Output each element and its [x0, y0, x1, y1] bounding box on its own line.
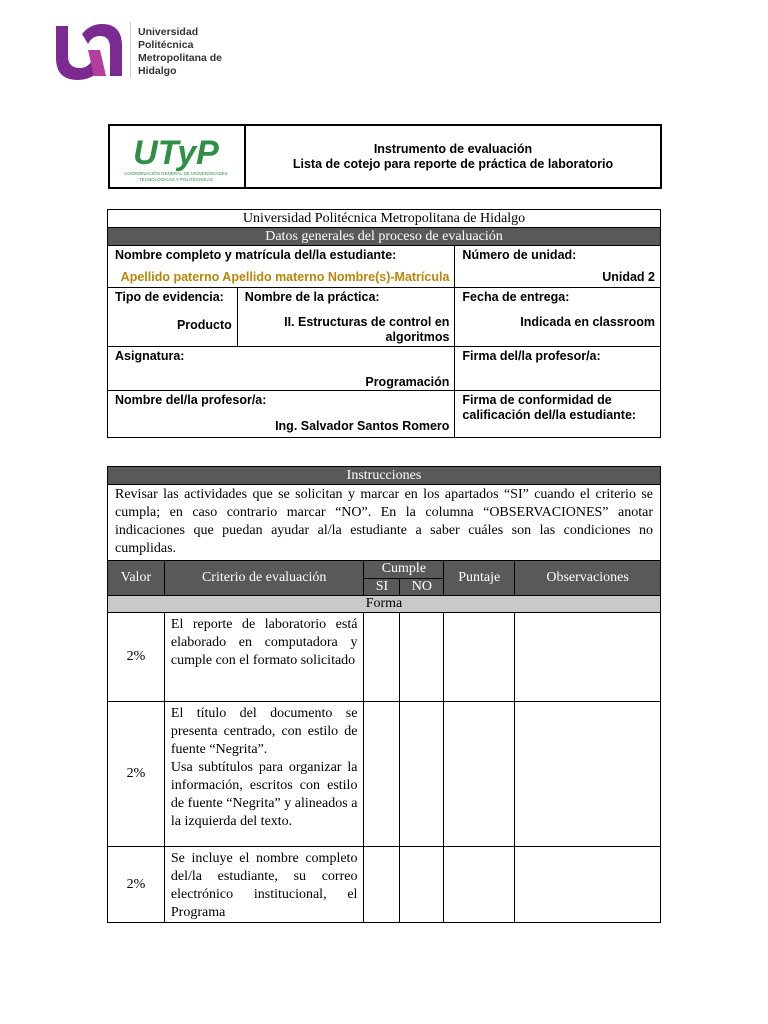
practice-label: Nombre de la práctica:: [244, 290, 380, 304]
logo-divider: [130, 22, 131, 78]
unit-value: Unidad 2: [602, 270, 655, 284]
col-valor: Valor: [108, 561, 165, 596]
student-label: Nombre completo y matrícula del/la estudiante:: [115, 248, 397, 262]
subject-cell: [108, 347, 455, 391]
row-2-si[interactable]: [364, 702, 400, 847]
row-1-puntaje[interactable]: [444, 613, 515, 702]
utp-logo-icon: [110, 126, 244, 187]
row-3-observaciones[interactable]: [515, 847, 661, 923]
teacher-label: Nombre del/la profesor/a:: [115, 393, 267, 407]
evidence-cell: [108, 288, 238, 347]
upmh-logo-mark-icon: [52, 20, 126, 80]
student-value: Apellido paterno Apellido materno Nombre(s)-Matrícula: [120, 270, 450, 284]
university-logo: [52, 20, 242, 84]
instructions-title: Instrucciones: [108, 467, 661, 485]
svg-text:COORDINACIÓN GENERAL DE UNIVER: COORDINACIÓN GENERAL DE UNIVERSIDADES: [124, 171, 228, 176]
col-si: SI: [364, 578, 400, 596]
evaluation-table: [107, 466, 661, 923]
conformity-label: Firma de conformidad de calificación del/la estudiante:: [462, 393, 637, 422]
logo-line-2: Politécnica: [138, 39, 194, 51]
row-2-valor: 2%: [108, 702, 165, 847]
practice-cell: [237, 288, 455, 347]
subject-label: Asignatura:: [115, 349, 185, 363]
evidence-value: Producto: [176, 318, 232, 332]
row-3-valor: 2%: [108, 847, 165, 923]
col-cumple: Cumple: [364, 561, 444, 579]
unit-label: Número de unidad:: [462, 248, 577, 262]
col-observaciones: Observaciones: [515, 561, 661, 596]
table-row: [108, 702, 661, 847]
conformity-cell: [455, 391, 661, 438]
svg-text:TECNOLÓGICAS Y POLITÉCNICAS: TECNOLÓGICAS Y POLITÉCNICAS: [138, 177, 214, 182]
instrument-title: [246, 126, 660, 187]
date-cell: [455, 288, 661, 347]
subject-value: Programación: [365, 375, 450, 389]
row-2-criterio-a: El título del documento se presenta centrado, con estilo de fuente “Negrita”.: [170, 706, 358, 757]
row-1-criterio: El reporte de laboratorio está elaborado en computadora y cumple con el formato solicitado: [164, 613, 364, 702]
section-forma: Forma: [108, 596, 661, 613]
row-2-criterio: [164, 702, 364, 847]
logo-line-3: Metropolitana de: [138, 52, 223, 64]
logo-line-1: Universidad: [138, 26, 199, 38]
utp-logo: [110, 126, 246, 187]
instructions-text: Revisar las actividades que se solicitan y marcar en los apartados “SI” cuando el criterio se cumpla; en caso contrario marcar “NO”. En la columna “OBSERVACIONES” anotar indicaciones que puedan ayudar al/la estudiante a saber cuáles son las condiciones no cumplidas.: [108, 485, 661, 561]
date-label: Fecha de entrega:: [462, 290, 570, 304]
row-1-si[interactable]: [364, 613, 400, 702]
teacher-cell: [108, 391, 455, 438]
signature-cell: [455, 347, 661, 391]
row-2-puntaje[interactable]: [444, 702, 515, 847]
row-2-criterio-b: Usa subtítulos para organizar la información, escritos con estilo de fuente “Negrita” y alineados a la izquierda del texto.: [170, 760, 358, 829]
practice-value: II. Estructuras de control en algoritmos: [284, 315, 450, 344]
title-line-1: Instrumento de evaluación: [373, 141, 533, 156]
row-1-observaciones[interactable]: [515, 613, 661, 702]
general-data-table: [107, 209, 661, 438]
logo-line-4: Hidalgo: [138, 65, 177, 77]
teacher-value: Ing. Salvador Santos Romero: [275, 419, 450, 433]
col-criterio: Criterio de evaluación: [164, 561, 364, 596]
section-title-general: Datos generales del proceso de evaluación: [108, 228, 661, 246]
row-3-si[interactable]: [364, 847, 400, 923]
title-line-2: Lista de cotejo para reporte de práctica de laboratorio: [292, 156, 614, 171]
svg-text:UTyP: UTyP: [133, 134, 219, 172]
university-row: Universidad Politécnica Metropolitana de Hidalgo: [108, 210, 661, 228]
table-row: [108, 613, 661, 702]
instrument-header: [108, 124, 662, 189]
student-cell: [108, 246, 455, 288]
col-no: NO: [400, 578, 444, 596]
row-2-observaciones[interactable]: [515, 702, 661, 847]
evidence-label: Tipo de evidencia:: [115, 290, 224, 304]
university-name: [138, 26, 222, 78]
unit-cell: [455, 246, 661, 288]
row-3-criterio: Se incluye el nombre completo del/la estudiante, su correo electrónico institucional, el Programa: [164, 847, 364, 923]
row-1-no[interactable]: [400, 613, 444, 702]
signature-label: Firma del/la profesor/a:: [462, 349, 601, 363]
row-3-no[interactable]: [400, 847, 444, 923]
date-value: Indicada en classroom: [520, 315, 655, 329]
row-2-no[interactable]: [400, 702, 444, 847]
table-row: [108, 847, 661, 923]
row-1-valor: 2%: [108, 613, 165, 702]
row-3-puntaje[interactable]: [444, 847, 515, 923]
col-puntaje: Puntaje: [444, 561, 515, 596]
